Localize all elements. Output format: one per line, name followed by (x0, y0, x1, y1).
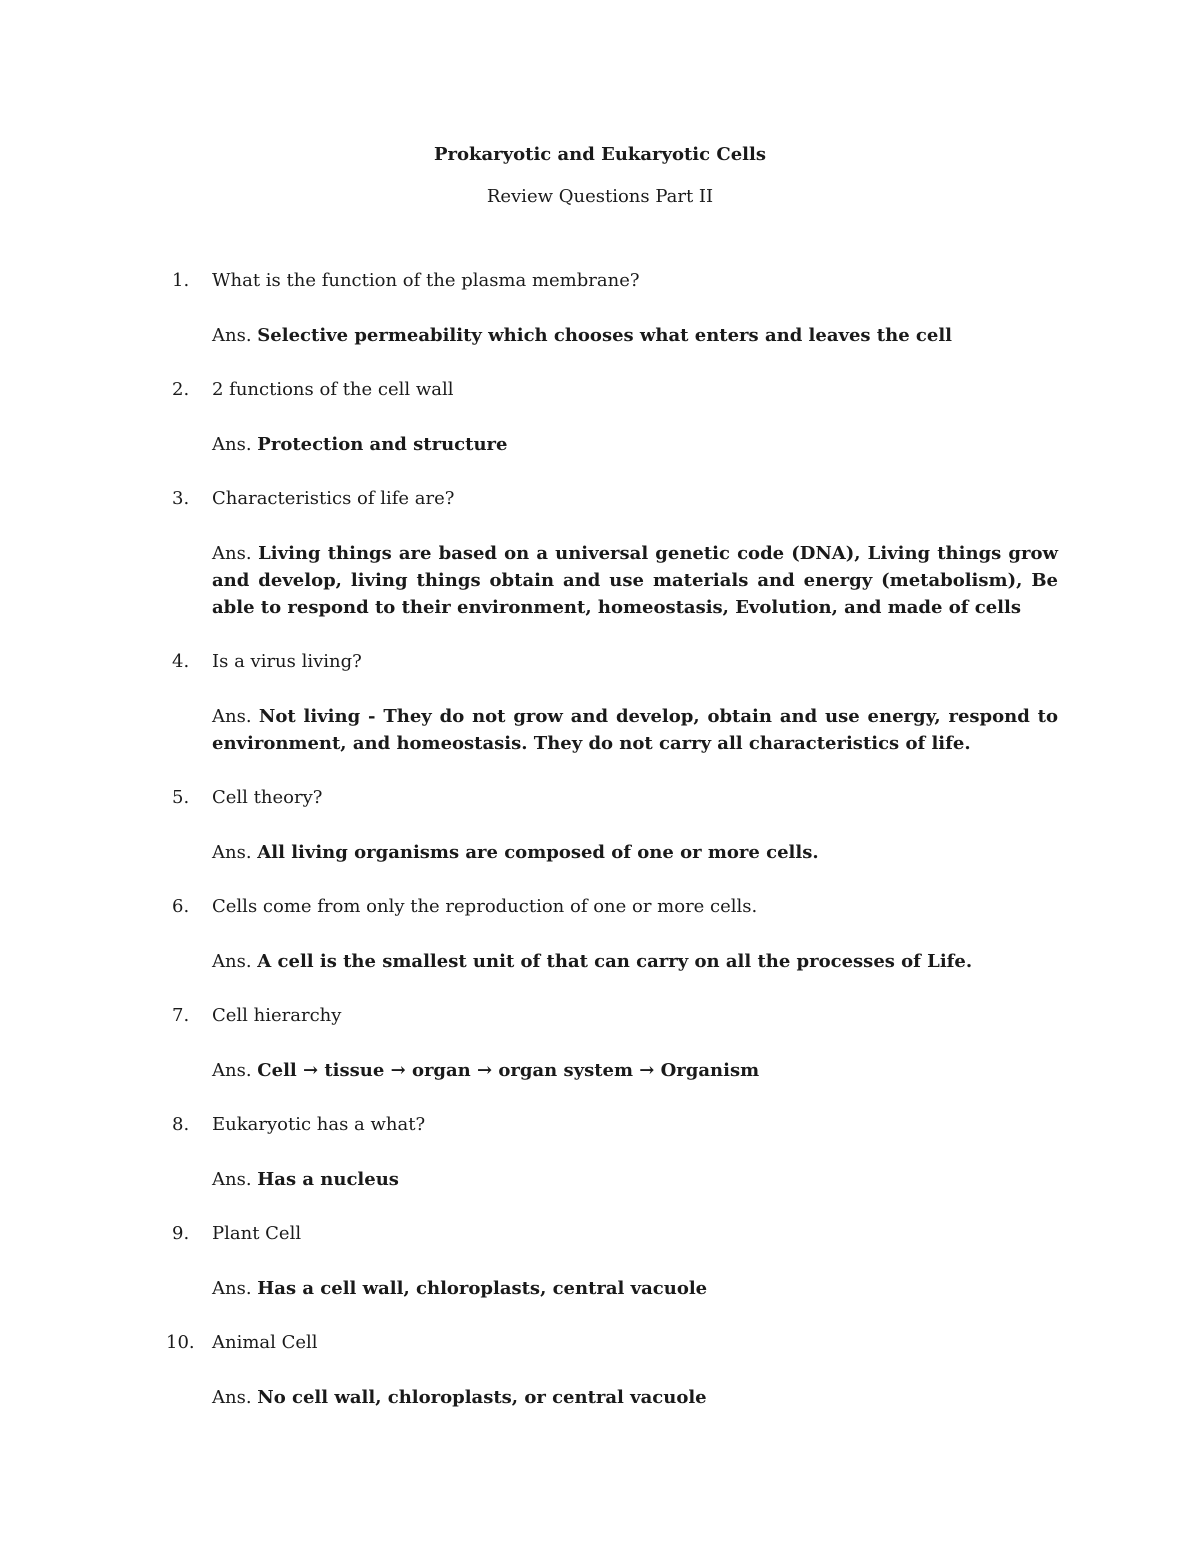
question-item (0, 486, 1200, 621)
answer-prefix: Ans. (212, 434, 252, 455)
question-item (0, 1221, 1200, 1302)
answer (212, 322, 1058, 349)
question-text: Characteristics of life are? (212, 488, 455, 509)
answer-prefix: Ans. (212, 1169, 252, 1190)
question-item (0, 1003, 1200, 1084)
page-subtitle: Review Questions Part II (486, 186, 714, 207)
question-number: 7. (172, 1005, 190, 1026)
answer-prefix: Ans. (212, 706, 252, 727)
answer-text: Has a nucleus (257, 1169, 399, 1190)
question-text: Is a virus living? (212, 651, 362, 672)
question-text: Plant Cell (212, 1223, 302, 1244)
question-text: What is the function of the plasma membrane? (212, 270, 640, 291)
answer-text: A cell is the smallest unit of that can carry on all the processes of Life. (257, 951, 973, 972)
question-text: Cell hierarchy (212, 1005, 342, 1026)
answer (212, 1275, 1058, 1302)
question-item (0, 894, 1200, 975)
answer-prefix: Ans. (212, 1060, 252, 1081)
question-number: 3. (172, 488, 190, 509)
answer (212, 1057, 1058, 1084)
question-number: 4. (172, 651, 190, 672)
question-item (0, 1330, 1200, 1411)
answer-text: All living organisms are composed of one or more cells. (257, 842, 819, 863)
question-number: 9. (172, 1223, 190, 1244)
question-text: Animal Cell (212, 1332, 318, 1353)
question-number: 2. (172, 379, 190, 400)
question-item (0, 649, 1200, 757)
answer-text: Selective permeability which chooses what enters and leaves the cell (257, 325, 953, 346)
answer-prefix: Ans. (212, 951, 252, 972)
answer (212, 1384, 1058, 1411)
answer-prefix: Ans. (212, 1387, 252, 1408)
answer-text: Cell → tissue → organ → organ system → Organism (257, 1060, 760, 1081)
question-number: 10. (166, 1332, 195, 1353)
question-item (0, 1112, 1200, 1193)
answer (212, 703, 1058, 757)
answer-prefix: Ans. (212, 543, 252, 564)
page-title: Prokaryotic and Eukaryotic Cells (434, 144, 766, 165)
question-item (0, 785, 1200, 866)
answer (212, 839, 1058, 866)
question-item (0, 268, 1200, 349)
answer (212, 540, 1058, 621)
answer (212, 1166, 1058, 1193)
answer (212, 431, 1058, 458)
question-number: 6. (172, 896, 190, 917)
question-text: Eukaryotic has a what? (212, 1114, 426, 1135)
answer-text: Protection and structure (257, 434, 508, 455)
answer-text: Not living - They do not grow and develop, obtain and use energy, respond to environment, and homeostasis. They do not carry all characteristics of life. (212, 706, 1058, 754)
answer (212, 948, 1058, 975)
question-text: Cells come from only the reproduction of one or more cells. (212, 896, 758, 917)
answer-prefix: Ans. (212, 325, 252, 346)
question-item (0, 377, 1200, 458)
question-text: 2 functions of the cell wall (212, 379, 454, 400)
question-list (0, 268, 1200, 1411)
question-number: 8. (172, 1114, 190, 1135)
question-text: Cell theory? (212, 787, 323, 808)
answer-prefix: Ans. (212, 1278, 252, 1299)
answer-text: No cell wall, chloroplasts, or central vacuole (257, 1387, 707, 1408)
answer-text: Living things are based on a universal genetic code (DNA), Living things grow and develop, living things obtain and use materials and energy (metabolism), Be able to respond to their environment, homeostasis, Evolution, and made of cells (212, 543, 1058, 618)
answer-text: Has a cell wall, chloroplasts, central vacuole (257, 1278, 708, 1299)
question-number: 1. (172, 270, 190, 291)
question-number: 5. (172, 787, 190, 808)
answer-prefix: Ans. (212, 842, 252, 863)
